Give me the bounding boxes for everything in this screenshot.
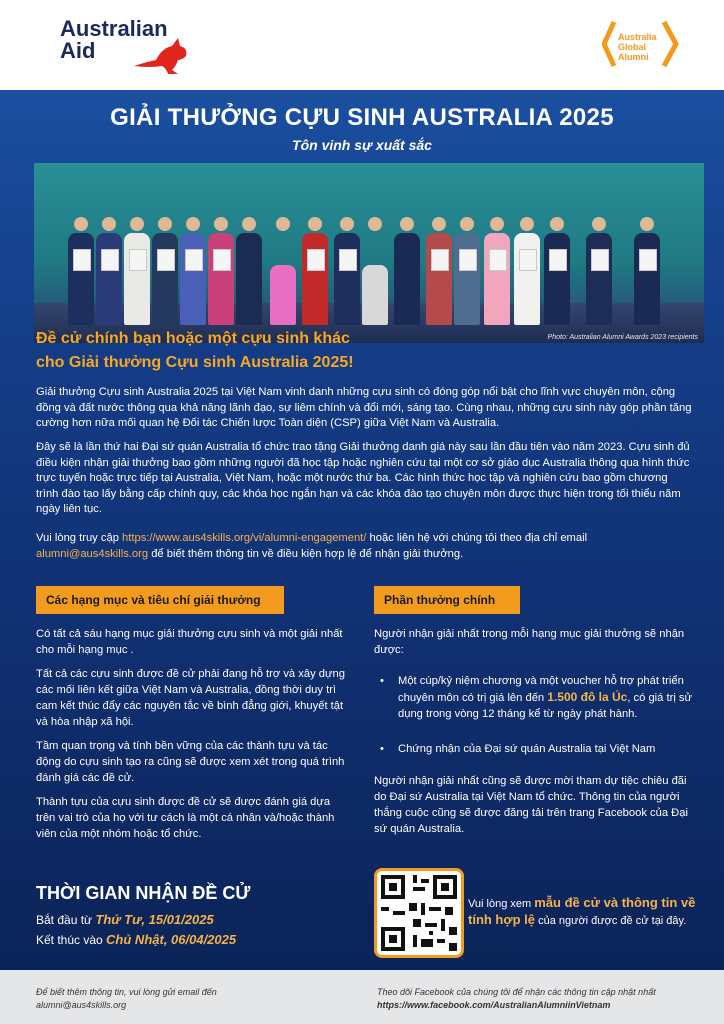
categories-heading: Các hạng mục và tiêu chí giải thưởng [36, 586, 284, 614]
categories-paragraph: Thành tựu của cựu sinh được đề cử sẽ được đánh giá dựa trên vai trò của họ với tư cách là một cá nhân và/hoặc thành viên của một nhóm hoặc tổ chức. [36, 796, 335, 840]
kangaroo-icon [132, 36, 202, 76]
footer-facebook-label: Theo dõi Facebook của chúng tôi để nhận các thông tin cập nhật nhất [377, 987, 656, 997]
photo-person [394, 217, 420, 325]
prize-bullet-text: Một cúp/kỷ niệm chương và một voucher hỗ trợ phát triển chuyên môn có trị giá lên đến [398, 675, 684, 704]
page-subtitle: Tôn vinh sự xuất sắc [292, 137, 432, 153]
award-recipients-photo [34, 163, 704, 343]
photo-person [484, 217, 510, 325]
deadline-title: THỜI GIAN NHẬN ĐỀ CỬ [36, 883, 251, 903]
categories-paragraph: Tất cả các cựu sinh được đề cử phải đang hỗ trợ và xây dựng các mối liên kết giữa Việt Nam và Australia, đồng thời duy trì cam kết thúc đẩy các nguyên tắc về bình đẳng giới, khuyết tật và hòa nhập xã hội. [36, 668, 345, 728]
qr-text: Vui lòng xem [468, 898, 535, 910]
footer-contact [36, 986, 217, 1012]
intro-text: hoặc liên hệ với chúng tôi theo địa chỉ email [366, 532, 588, 544]
prize-intro: Người nhận giải nhất trong mỗi hạng mục giải thưởng sẽ nhận được: [374, 628, 685, 656]
deadline-end-date: Chủ Nhật, 06/04/2025 [106, 932, 237, 947]
deadline-end [36, 932, 236, 947]
qr-code-icon [377, 871, 461, 955]
photo-person [514, 217, 540, 325]
photo-person [124, 217, 150, 325]
intro-paragraph-1: Giải thưởng Cựu sinh Australia 2025 tại Việt Nam vinh danh những cựu sinh có đóng góp nổi bật cho lĩnh vực chuyên môn, cộng đồng và đất nước thông qua khả năng lãnh đạo, sự liêm chính và đổi mới, sáng tạo. Cùng nhau, những cựu sinh này góp phần tăng cường hơn nữa mối quan hệ Đối tác Chiến lược Toàn diện (CSP) giữa Việt Nam và Australia. [36, 386, 692, 429]
prize-bullet-text: , có giá trị sử dụng trong vòng 12 tháng kể từ ngày phát hành. [398, 692, 693, 720]
alumni-engagement-link[interactable]: https://www.aus4skills.org/vi/alumni-engagement/ [122, 532, 367, 544]
intro-text: Vui lòng truy cập [36, 532, 123, 544]
australian-aid-logo-text: Australian Aid [60, 16, 168, 63]
photo-person [96, 217, 122, 325]
photo-person [362, 217, 388, 325]
intro-text: để biết thêm thông tin về điều kiện hợp lệ để nhận giải thưởng. [148, 547, 464, 560]
photo-person [634, 217, 660, 325]
nomination-form-link[interactable]: mẫu đề cử và thông tin về tính hợp lệ [468, 895, 696, 927]
cta-line-2: cho Giải thưởng Cựu sinh Australia 2025! [36, 354, 354, 371]
qr-instructions [468, 895, 708, 929]
deadline-start-date: Thứ Tư, 15/01/2025 [95, 912, 214, 927]
facebook-page-link[interactable]: https://www.facebook.com/AustralianAlumniinVietnam [377, 1000, 611, 1010]
prize-amount: 1.500 đô la Úc [547, 690, 628, 704]
photo-person [426, 217, 452, 325]
footer-email-link[interactable]: alumni@aus4skills.org [36, 1000, 127, 1010]
australian-aid-logo [60, 18, 200, 74]
photo-person [586, 217, 612, 325]
prize-bullet-2 [380, 741, 696, 757]
australia-global-alumni-logo-text: Australia Global Alumni [618, 32, 657, 62]
page-title: GIẢI THƯỞNG CỰU SINH AUSTRALIA 2025 [110, 104, 614, 131]
photo-person [334, 217, 360, 325]
categories-paragraph: Có tất cả sáu hạng mục giải thưởng cựu sinh và một giải nhất cho mỗi hạng mục . [36, 628, 343, 656]
bullet-icon: • [380, 675, 384, 687]
photo-person [208, 217, 234, 325]
alumni-email-link[interactable]: alumni@aus4skills.org [36, 547, 149, 560]
photo-person [180, 217, 206, 325]
cta-line-1: Đề cử chính bạn hoặc một cựu sinh khác [36, 330, 350, 347]
bullet-icon: • [380, 743, 384, 755]
deadline-start [36, 912, 214, 927]
prize-heading: Phần thưởng chính [374, 586, 520, 614]
photo-person [152, 217, 178, 325]
intro-paragraph-3 [36, 531, 692, 562]
photo-person [454, 217, 480, 325]
intro-paragraph-2: Đây sẽ là lần thứ hai Đại sứ quán Australia tổ chức trao tặng Giải thưởng danh giá này sau lần đầu tiên vào năm 2023. Cựu sinh đủ điều kiện nhận giải thưởng bao gồm những người đã học tập hoặc nghiên cứu tại một cơ sở giáo dục Australia thông qua hình thức trực tuyến hoặc trực tiếp tại Australia, Việt Nam, hoặc một nước thứ ba. Các hình thức học tập và nghiên cứu bao gồm chương trình đào tạo lấy bằng cấp chính quy, các khóa học ngắn hạn và các khóa đào tạo chuyên môn được thực hiện trong tối thiểu năm ngày liên tục. [36, 441, 690, 515]
qr-text: của người được đề cử tại đây. [535, 915, 687, 927]
photo-person [236, 217, 262, 325]
deadline-start-label: Bắt đầu từ [36, 913, 96, 927]
header-bar [0, 0, 724, 90]
categories-paragraph: Tầm quan trọng và tính bền vững của các thành tựu và tác động do cựu sinh tạo ra cũng sẽ được xem xét trong quá trình đánh giá các đề cử. [36, 740, 345, 784]
photo-person [68, 217, 94, 325]
photo-person [270, 217, 296, 325]
photo-caption: Photo: Australian Alumni Awards 2023 recipients [547, 334, 698, 341]
footer-contact-label: Để biết thêm thông tin, vui lòng gửi email đến [36, 987, 217, 997]
photo-person [544, 217, 570, 325]
prize-bullet-text: Chứng nhận của Đại sứ quán Australia tại Việt Nam [398, 743, 656, 755]
nomination-qr-code[interactable] [374, 868, 464, 958]
australia-global-alumni-logo [602, 18, 682, 70]
prize-bullet-1 [380, 673, 696, 722]
call-to-action [36, 327, 354, 375]
prize-paragraph-2: Người nhận giải nhất cũng sẽ được mời tham dự tiệc chiêu đãi do Đại sứ Australia tại Việt Nam tổ chức. Thông tin của người thắng cuộc cũng sẽ được đăng tải trên trang Facebook của Đại sứ quán Australia. [374, 775, 688, 835]
footer-facebook [377, 986, 656, 1012]
deadline-end-label: Kết thúc vào [36, 933, 107, 947]
categories-section [36, 626, 348, 850]
photo-person [302, 217, 328, 325]
